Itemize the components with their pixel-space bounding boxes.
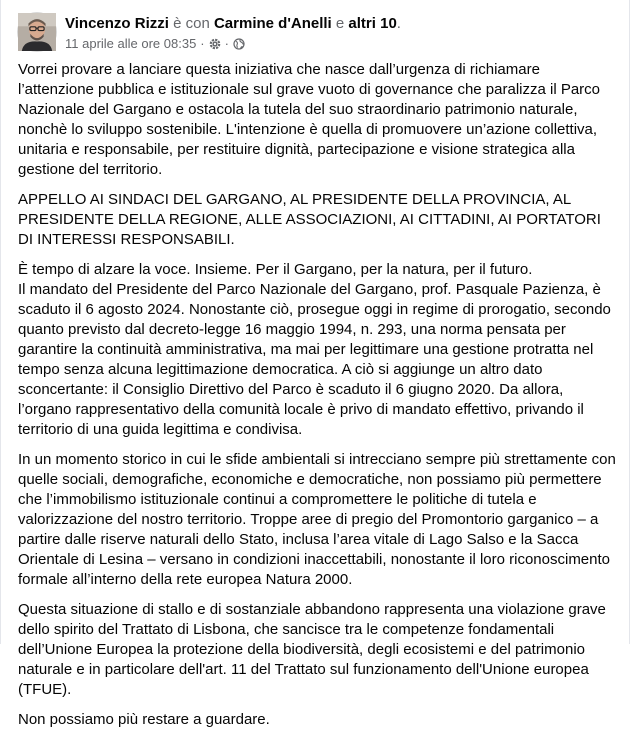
post-header — [17, 12, 401, 52]
author-line — [65, 14, 401, 33]
and-text: e — [335, 15, 345, 32]
gear-icon[interactable] — [209, 38, 221, 50]
author-name[interactable]: Vincenzo Rizzi — [65, 15, 169, 32]
post-timestamp[interactable]: 11 aprile alle ore 08:35 — [65, 36, 197, 51]
period-text: . — [396, 15, 401, 32]
paragraph-lisbon: Questa situazione di stallo e di sostanziale abbandono rappresenta una violazione grave dello spirito del Trattato di Lisbona, che sancisce tra le competenze fondamentali dell’Unione Europea la protezione della biodiversità, degli ecosistemi e del patrimonio naturale e in particolare dell'art. 11 del Trattato sul funzionamento dell'Unione europea (TFUE). — [18, 601, 606, 698]
paragraph-intro: Vorrei provare a lanciare questa iniziativa che nasce dall’urgenza di richiamare l’attenzione pubblica e istituzionale sul grave vuoto di governance che paralizza il Parco Nazionale del Gargano e ostacola la tutela del suo straordinario patrimonio naturale, nonchè lo sviluppo sostenibile. L'intenzione è quella di promuovere un’azione collettiva, unitaria e responsabile, per restituire dignità, partecipazione e visione strategica alla gestione del territorio. — [18, 61, 601, 178]
avatar[interactable] — [17, 12, 57, 52]
globe-icon[interactable] — [233, 38, 245, 50]
paragraph-closing: Non possiamo più restare a guardare. — [18, 711, 270, 729]
post-meta — [65, 12, 401, 52]
tagged-person[interactable]: Carmine d'Anelli — [213, 15, 332, 32]
others-link[interactable]: altri 10 — [348, 15, 397, 32]
separator-dot: · — [200, 36, 205, 51]
timestamp-line — [65, 36, 401, 52]
paragraph-appeal: APPELLO AI SINDACI DEL GARGANO, AL PRESIDENTE DELLA PROVINCIA, AL PRESIDENTE DELLA REGIONE, ALLE ASSOCIAZIONI, AI CITTADINI, AI PORTATORI DI INTERESSI RESPONSABILI. — [18, 191, 601, 248]
with-text: è con — [173, 15, 210, 32]
post-text — [18, 60, 616, 741]
paragraph-context: In un momento storico in cui le sfide ambientali si intrecciano sempre più strettamente con quelle sociali, demografiche, economiche e democratiche, non possiamo più permettere che l’immobilismo istituzionale continui a compromettere le politiche di tutela e valorizzazione del nostro territorio. Troppe aree di pregio del Promontorio garganico – a partire dalle riserve naturali dello Stato, inclusa l’area vitale di Lago Salso e la Sacca Orientale di Lesina – versano in condizioni inaccettabili, nonostante il loro riconoscimento formale all’interno della rete europea Natura 2000. — [18, 451, 616, 588]
paragraph-mandate: È tempo di alzare la voce. Insieme. Per il Gargano, per la natura, per il futuro. Il mandato del Presidente del Parco Nazionale del Gargano, prof. Pasquale Pazienza, è scaduto il 6 agosto 2024. Nonostante ciò, prosegue oggi in regime di prorogatio, secondo quanto previsto dal decreto-legge 16 maggio 1994, n. 293, una norma pensata per garantire la continuità amministrativa, ma mai per legittimare una gestione protratta nel tempo senza alcuna legittimazione democratica. A ciò si aggiunge un altro dato sconcertante: il Consiglio Direttivo del Parco è scaduto il 6 giugno 2020. Da allora, l’organo rappresentativo della comunità locale è privo di mandato effettivo, privando il territorio di una guida legittima e condivisa. — [18, 261, 611, 438]
profile-photo-icon — [18, 13, 56, 51]
separator-dot-2: · — [224, 36, 229, 51]
